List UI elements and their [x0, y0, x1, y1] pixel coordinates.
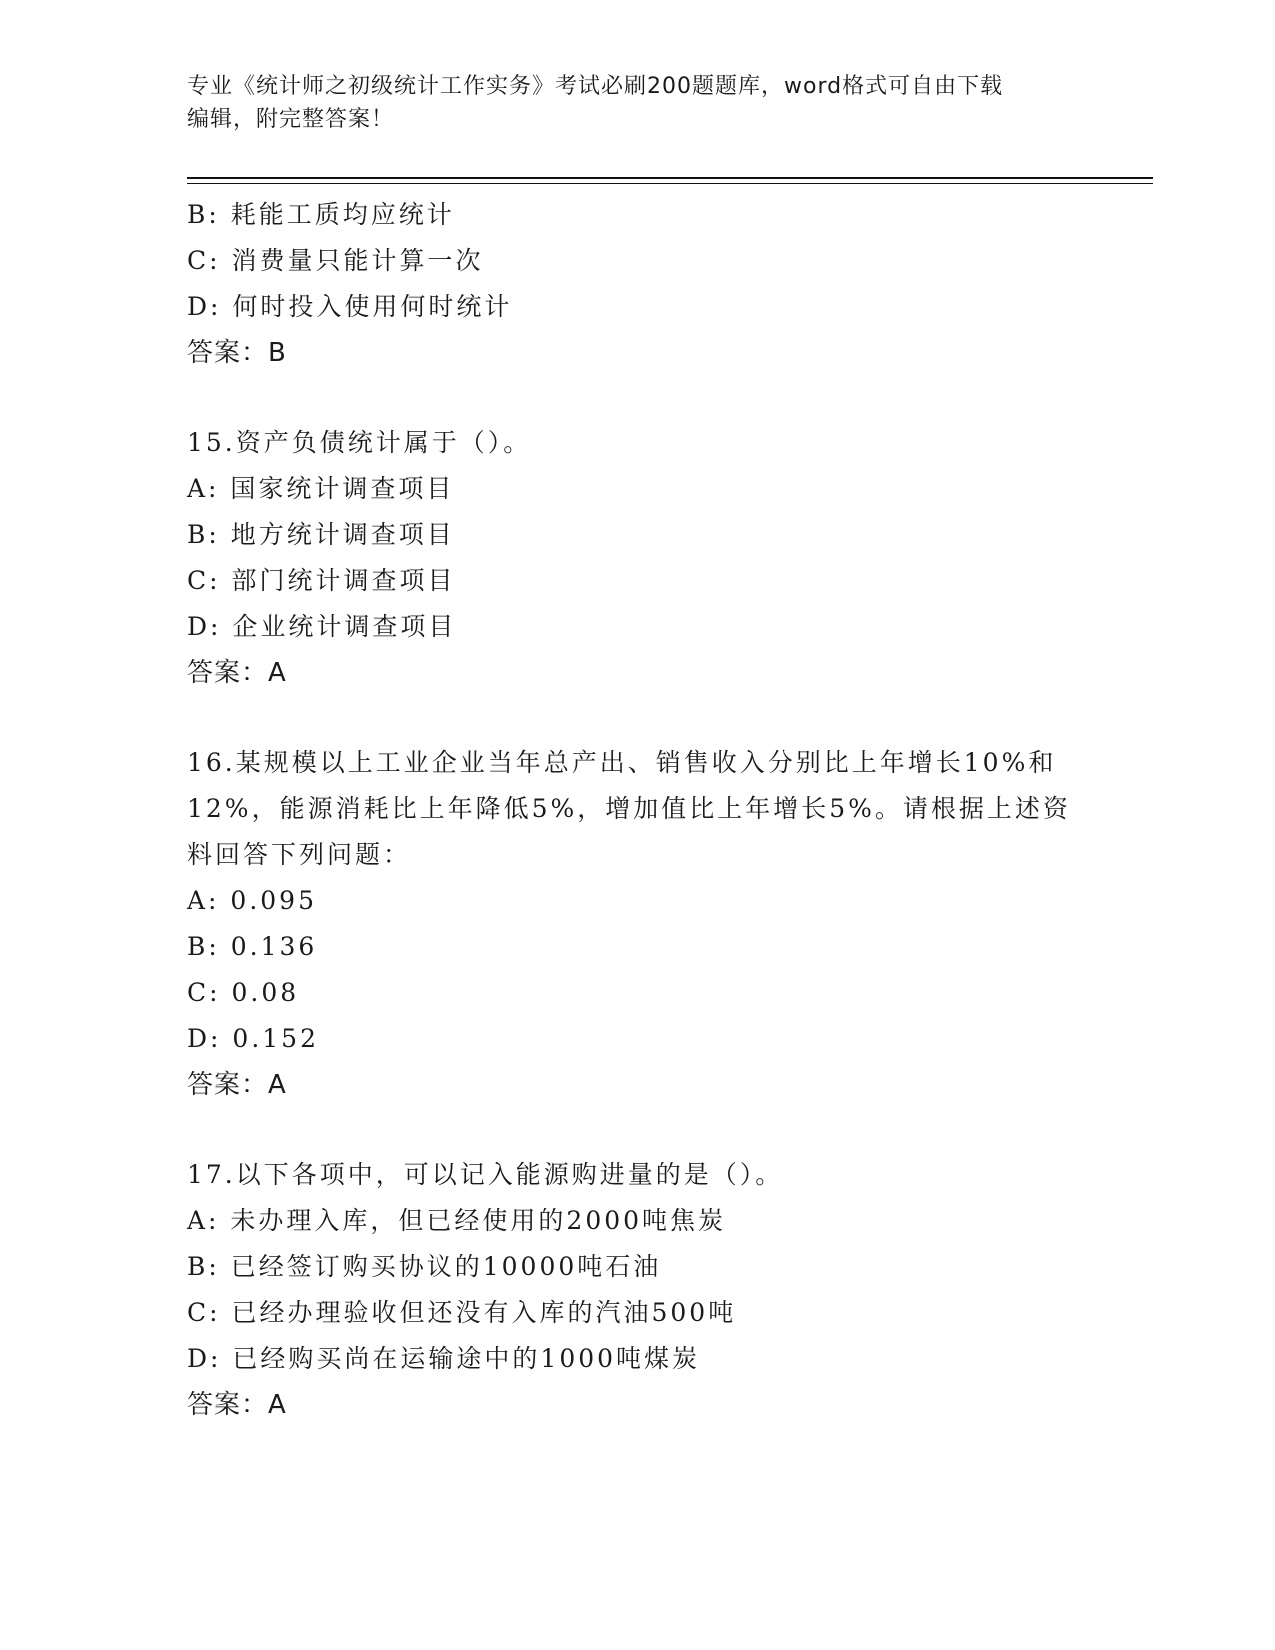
spacer [187, 376, 1087, 420]
option-a: A: 0.095 [187, 886, 317, 915]
answer: 答案：A [187, 658, 287, 688]
question-17 [187, 1152, 1087, 1428]
option-a: A: 未办理入库，但已经使用的2000吨焦炭 [187, 1206, 727, 1235]
option-b: B: 耗能工质均应统计 [187, 200, 455, 229]
header-divider-thick [187, 177, 1153, 179]
header-divider-thin [187, 183, 1153, 184]
question-stem: 17.以下各项中，可以记入能源购进量的是（）。 [187, 1160, 784, 1189]
question-stem-line-3: 料回答下列问题： [187, 840, 412, 869]
header-line-2: 编辑，附完整答案！ [187, 107, 395, 132]
option-d: D: 何时投入使用何时统计 [187, 292, 513, 321]
answer: 答案：B [187, 338, 287, 368]
option-b: B: 0.136 [187, 932, 318, 961]
question-stem: 15.资产负债统计属于（）。 [187, 428, 532, 457]
option-c: C: 部门统计调查项目 [187, 566, 456, 595]
answer: 答案：A [187, 1390, 287, 1420]
question-16 [187, 740, 1087, 1108]
option-c: C: 0.08 [187, 978, 300, 1007]
question-list [187, 192, 1087, 1428]
option-a: A: 国家统计调查项目 [187, 474, 455, 503]
option-b: B: 地方统计调查项目 [187, 520, 455, 549]
spacer [187, 1108, 1087, 1152]
spacer [187, 696, 1087, 740]
option-c: C: 消费量只能计算一次 [187, 246, 484, 275]
option-b: B: 已经签订购买协议的10000吨石油 [187, 1252, 662, 1281]
option-c: C: 已经办理验收但还没有入库的汽油500吨 [187, 1298, 737, 1327]
option-d: D: 企业统计调查项目 [187, 612, 457, 641]
answer: 答案：A [187, 1070, 287, 1100]
header-line-1: 专业《统计师之初级统计工作实务》考试必刷200题题库，word格式可自由下载 [187, 74, 1004, 99]
question-stem-line-2: 12%，能源消耗比上年降低5%，增加值比上年增长5%。请根据上述资 [187, 794, 1071, 823]
question-14-continued [187, 192, 1087, 376]
question-stem-line-1: 16.某规模以上工业企业当年总产出、销售收入分别比上年增长10%和 [187, 748, 1057, 777]
document-header [187, 70, 1087, 136]
option-d: D: 0.152 [187, 1024, 319, 1053]
option-d: D: 已经购买尚在运输途中的1000吨煤炭 [187, 1344, 701, 1373]
question-15 [187, 420, 1087, 696]
